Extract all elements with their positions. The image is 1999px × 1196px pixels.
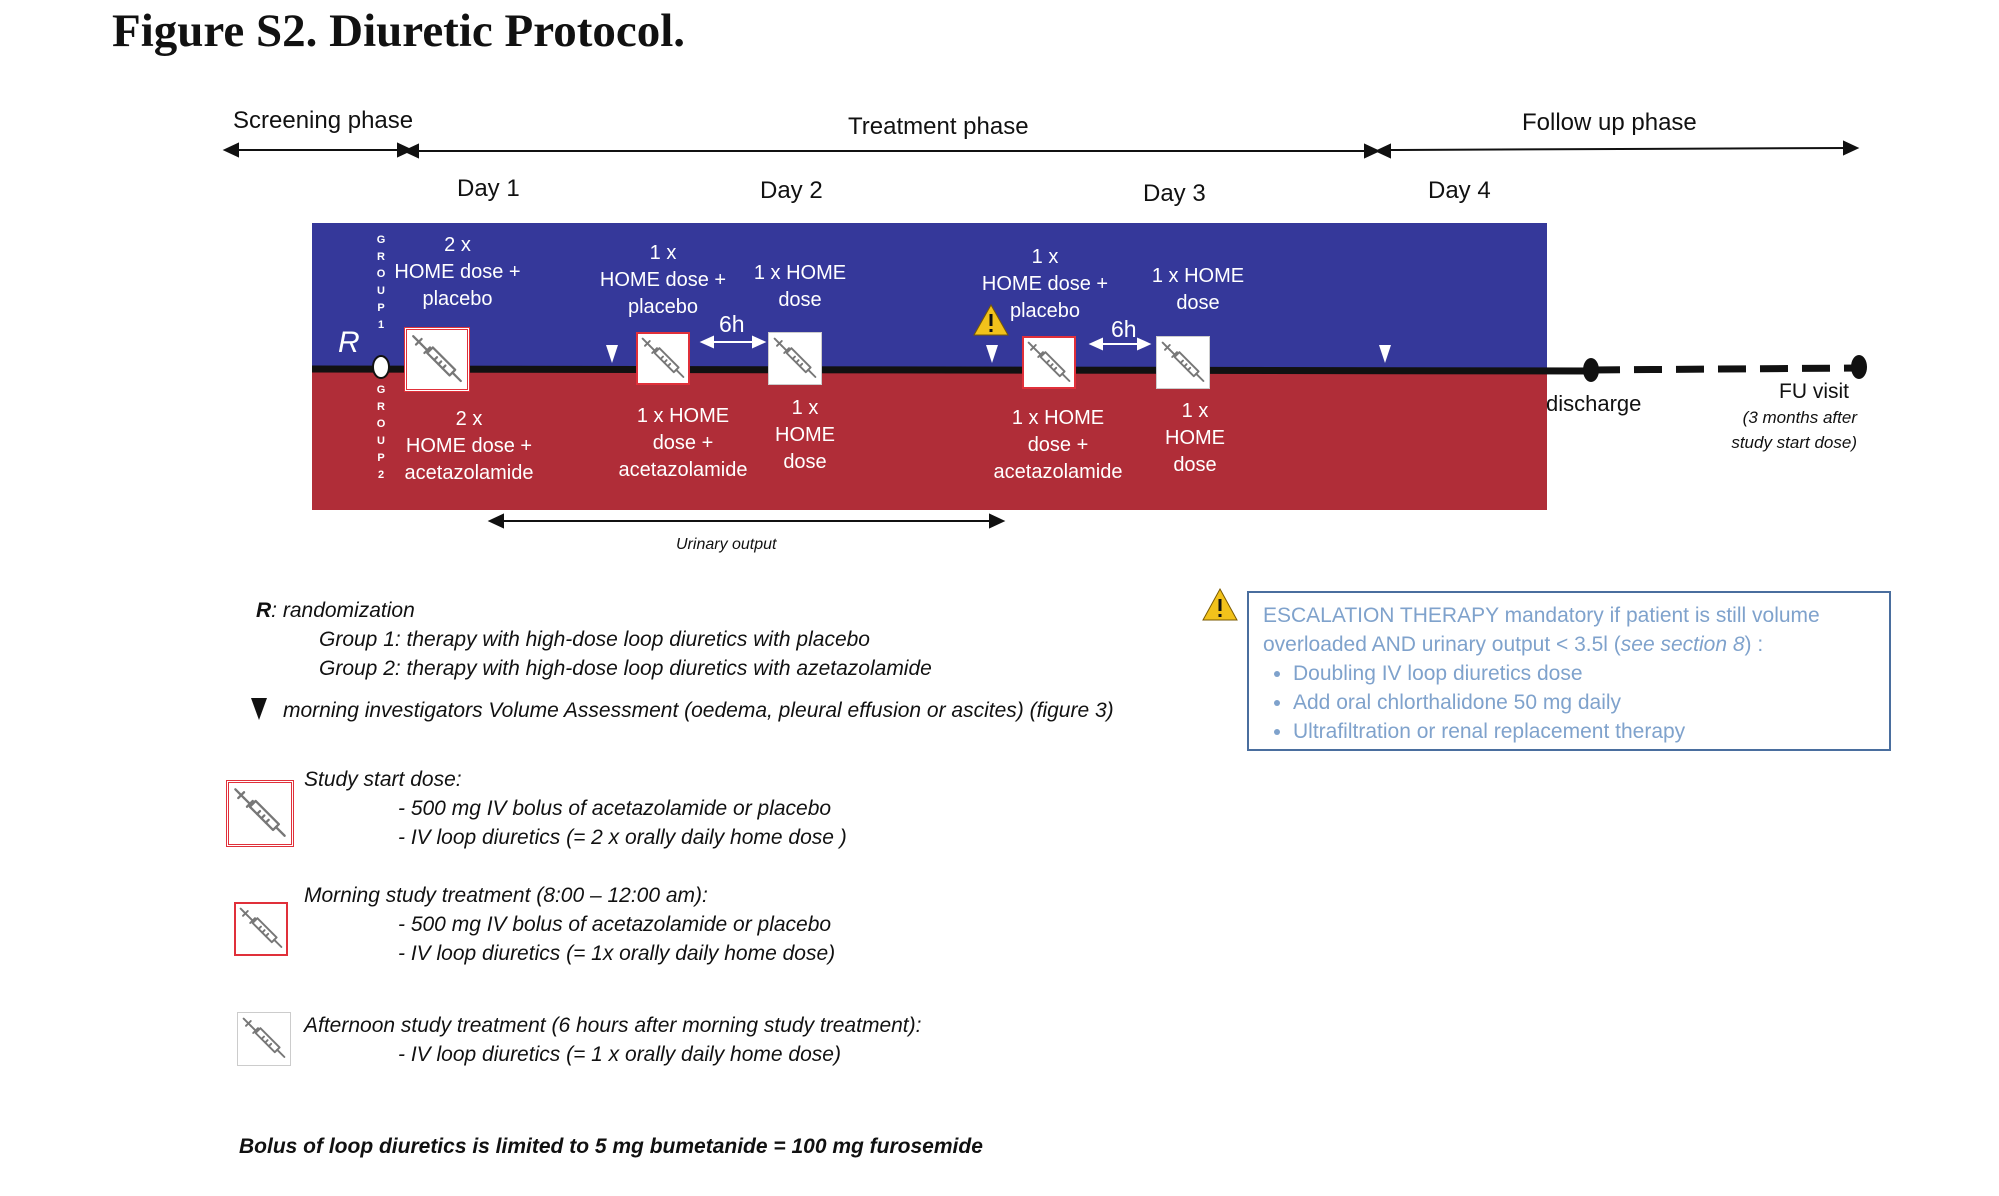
escalation-line-2-a: overloaded AND urinary output < 3.5l ( bbox=[1263, 633, 1621, 656]
group-2-day-3-morning-dose: 1 x HOME dose + acetazolamide bbox=[993, 407, 1123, 483]
fu-visit-label: FU visit bbox=[1779, 380, 1849, 403]
fu-visit-marker bbox=[1851, 355, 1867, 379]
volume-assessment-marker bbox=[986, 345, 998, 363]
legend-morning-line-2: - IV loop diuretics (= 1x orally daily home dose) bbox=[398, 942, 836, 965]
interval-label-day-3: 6h bbox=[1111, 316, 1137, 342]
group-1-day-2-afternoon-dose: 1 x HOME dose bbox=[753, 262, 847, 311]
legend-morning-treatment-icon bbox=[234, 902, 288, 956]
syringe-icon bbox=[237, 905, 285, 953]
discharge-label: discharge bbox=[1546, 391, 1642, 416]
discharge-marker bbox=[1583, 358, 1599, 382]
escalation-item-3: • Ultrafiltration or renal replacement therapy bbox=[1293, 717, 1875, 746]
interval-label-day-2: 6h bbox=[719, 311, 745, 337]
urinary-output-label: Urinary output bbox=[676, 536, 777, 553]
morning-treatment-icon-day-2 bbox=[636, 332, 690, 385]
syringe-icon bbox=[231, 785, 289, 843]
syringe-icon bbox=[409, 332, 465, 388]
legend-afternoon-treatment-icon bbox=[237, 1012, 291, 1066]
study-start-dose-icon bbox=[404, 327, 470, 392]
group-1-day-3-afternoon-dose: 1 x HOME dose bbox=[1151, 265, 1245, 314]
day-3-label: Day 3 bbox=[1143, 180, 1206, 207]
group-1-day-2-morning-dose: 1 x HOME dose + placebo bbox=[599, 242, 727, 318]
syringe-icon bbox=[1159, 339, 1207, 387]
escalation-line-1: ESCALATION THERAPY mandatory if patient is still volume bbox=[1263, 604, 1820, 627]
escalation-list bbox=[1263, 659, 1875, 746]
fu-note-2: study start dose) bbox=[1731, 433, 1857, 452]
bolus-note: Bolus of loop diuretics is limited to 5 mg bumetanide = 100 mg furosemide bbox=[239, 1135, 983, 1158]
fu-note-1: (3 months after bbox=[1742, 408, 1857, 427]
escalation-line-2-c: ) : bbox=[1744, 633, 1764, 656]
legend-start-dose-line-1: - 500 mg IV bolus of acetazolamide or placebo bbox=[398, 797, 832, 820]
legend-group-2: Group 2: therapy with high-dose loop diuretics with azetazolamide bbox=[319, 657, 932, 680]
legend-r-key: R bbox=[256, 599, 272, 622]
legend-start-dose-title: Study start dose: bbox=[304, 768, 462, 791]
escalation-item-2: • Add oral chlorthalidone 50 mg daily bbox=[1293, 688, 1875, 717]
day-1-label: Day 1 bbox=[457, 175, 520, 202]
legend-randomization bbox=[256, 599, 415, 623]
randomization-label: R bbox=[338, 326, 360, 359]
screening-phase-label: Screening phase bbox=[233, 107, 414, 134]
escalation-item-1: • Doubling IV loop diuretics dose bbox=[1293, 659, 1875, 688]
group-2-day-1-dose: 2 x HOME dose + acetazolamide bbox=[404, 408, 534, 484]
volume-assessment-marker bbox=[606, 345, 618, 363]
legend-start-dose-line-2: - IV loop diuretics (= 2 x orally daily home dose ) bbox=[398, 826, 847, 849]
escalation-section-ref: see section 8 bbox=[1620, 633, 1745, 656]
randomization-marker bbox=[373, 356, 389, 378]
volume-assessment-marker bbox=[1379, 345, 1391, 363]
group-1-day-1-dose: 2 x HOME dose + placebo bbox=[394, 234, 521, 310]
group-1-day-3-morning-dose: 1 x HOME dose + placebo bbox=[981, 246, 1109, 322]
treatment-phase-label: Treatment phase bbox=[848, 113, 1029, 140]
syringe-icon bbox=[1025, 339, 1073, 387]
legend-study-start-dose-icon bbox=[226, 780, 294, 847]
day-4-label: Day 4 bbox=[1428, 177, 1491, 204]
volume-assessment-legend-icon bbox=[250, 697, 268, 721]
followup-dashed-line bbox=[1592, 368, 1860, 370]
legend-volume-assessment: morning investigators Volume Assessment (oedema, pleural effusion or ascites) (figure 3) bbox=[283, 699, 1114, 722]
legend-afternoon-title: Afternoon study treatment (6 hours after morning study treatment): bbox=[304, 1014, 922, 1037]
legend-afternoon-line-1: - IV loop diuretics (= 1 x orally daily home dose) bbox=[398, 1043, 841, 1066]
group-1-vertical-label: G R O U P 1 bbox=[376, 234, 386, 331]
figure-title: Figure S2. Diuretic Protocol. bbox=[112, 5, 686, 57]
group-2-vertical-label: G R O U P 2 bbox=[376, 384, 386, 481]
afternoon-treatment-icon-day-3 bbox=[1156, 336, 1210, 389]
syringe-icon bbox=[639, 335, 687, 383]
legend-group-1: Group 1: therapy with high-dose loop diuretics with placebo bbox=[319, 628, 870, 651]
day-2-label: Day 2 bbox=[760, 177, 823, 204]
legend-morning-title: Morning study treatment (8:00 – 12:00 am): bbox=[304, 884, 708, 907]
group-2-day-3-afternoon-dose: 1 x HOME dose bbox=[1165, 400, 1225, 476]
legend-r-text: : randomization bbox=[271, 599, 415, 622]
followup-phase-label: Follow up phase bbox=[1522, 109, 1697, 136]
legend-morning-line-1: - 500 mg IV bolus of acetazolamide or placebo bbox=[398, 913, 832, 936]
group-2-day-2-afternoon-dose: 1 x HOME dose bbox=[775, 397, 835, 473]
syringe-icon bbox=[771, 335, 819, 383]
group-2-day-2-morning-dose: 1 x HOME dose + acetazolamide bbox=[618, 405, 748, 481]
escalation-warning-icon bbox=[1201, 587, 1239, 622]
morning-treatment-icon-day-3 bbox=[1022, 336, 1076, 389]
afternoon-treatment-icon-day-2 bbox=[768, 332, 822, 385]
escalation-line-2 bbox=[1263, 630, 1875, 659]
syringe-icon bbox=[240, 1015, 288, 1063]
escalation-therapy-box bbox=[1247, 591, 1891, 751]
